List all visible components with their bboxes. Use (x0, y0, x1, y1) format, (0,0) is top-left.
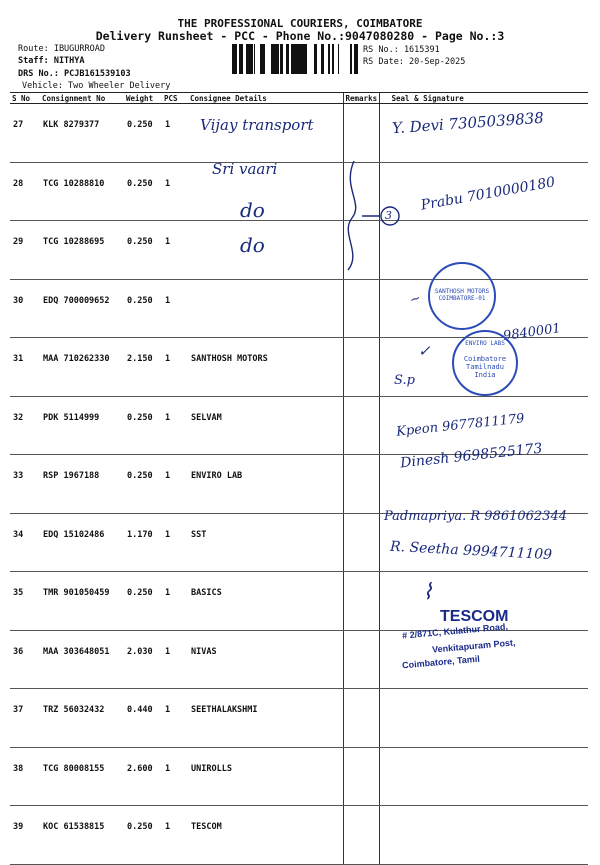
signature-38: ⌇ (422, 580, 433, 605)
rs-number: RS No.: 1615391 (363, 45, 440, 55)
cell-pcs: 1 (162, 689, 188, 748)
barcode-bar (300, 44, 303, 74)
cell-sno: 30 (10, 279, 40, 338)
barcode-bar (291, 44, 293, 74)
cell-pcs: 1 (162, 104, 188, 163)
cell-remarks (343, 513, 379, 572)
stamp-tescom-line2: Venkitapuram Post, (431, 637, 516, 655)
cell-sno: 33 (10, 455, 40, 514)
handwriting-sig-37: R. Seetha 9994711109 (389, 538, 553, 564)
stamp-tescom-name: TESCOM (440, 608, 509, 625)
cell-pcs: 1 (162, 806, 188, 865)
cell-sno: 29 (10, 221, 40, 280)
cell-weight: 0.250 (124, 396, 162, 455)
barcode-bar (350, 44, 352, 74)
barcode-bar (262, 44, 263, 74)
barcode-bar (236, 44, 237, 74)
handwriting-sig-29: Prabu 7010000180 (419, 174, 557, 214)
col-pcs: PCS (162, 93, 188, 104)
cell-seal (379, 806, 588, 865)
barcode (232, 44, 360, 74)
cell-weight: 0.250 (124, 221, 162, 280)
cell-sno: 38 (10, 747, 40, 806)
stamp-tescom-line3: Coimbatore, Tamil (401, 653, 481, 671)
cell-remarks (343, 279, 379, 338)
barcode-bar (246, 44, 248, 74)
route-label: Route: IBUGURROAD (18, 44, 105, 54)
cell-consignee: UNIROLLS (188, 747, 343, 806)
col-consignee: Consignee Details (188, 93, 343, 104)
stamp-enviro-labs: ENVIRO LABS Coimbatore Tamilnadu India (452, 330, 518, 396)
col-seal: Seal & Signature (379, 93, 588, 104)
barcode-bar (355, 44, 358, 74)
cell-remarks (343, 338, 379, 397)
barcode-bar (286, 44, 289, 74)
table-row (10, 221, 588, 280)
table-row (10, 689, 588, 748)
cell-consignee: ENVIRO LAB (188, 455, 343, 514)
cell-sno: 34 (10, 513, 40, 572)
table-row (10, 455, 588, 514)
cell-remarks (343, 104, 379, 163)
cell-consignment: TCG 10288695 (40, 221, 124, 280)
cell-sno: 37 (10, 689, 40, 748)
cell-consignment: RSP 1967188 (40, 455, 124, 514)
handwriting-consignee-28: Sri vaari (212, 160, 278, 178)
handwriting-sig-33: S.p (394, 373, 415, 388)
cell-pcs: 1 (162, 513, 188, 572)
barcode-bar (303, 44, 305, 74)
cell-seal (379, 747, 588, 806)
handwriting-consignee-27: Vijay transport (200, 116, 314, 134)
cell-remarks (343, 689, 379, 748)
cell-sno: 39 (10, 806, 40, 865)
cell-consignment: KOC 61538815 (40, 806, 124, 865)
cell-consignment: TCG 10288810 (40, 162, 124, 221)
drs-number: DRS No.: PCJB161539103 (18, 69, 131, 79)
cell-weight: 0.250 (124, 279, 162, 338)
cell-remarks (343, 455, 379, 514)
barcode-bar (293, 44, 296, 74)
cell-weight: 0.250 (124, 162, 162, 221)
barcode-bar (321, 44, 324, 74)
barcode-bar (234, 44, 236, 74)
col-weight: Weight (124, 93, 162, 104)
handwriting-sig-35a: Kpeon 9677811179 (395, 411, 526, 440)
cell-weight: 1.170 (124, 513, 162, 572)
cell-sno: 31 (10, 338, 40, 397)
cell-pcs: 1 (162, 747, 188, 806)
company-title: THE PROFESSIONAL COURIERS, COIMBATORE (177, 17, 423, 30)
cell-remarks (343, 747, 379, 806)
cell-pcs: 1 (162, 279, 188, 338)
barcode-bar (232, 44, 234, 74)
cell-consignment: MAA 710262330 (40, 338, 124, 397)
cell-consignment: TCG 80008155 (40, 747, 124, 806)
barcode-bar (328, 44, 330, 74)
col-sno: S No (10, 93, 40, 104)
table-row (10, 806, 588, 865)
cell-pcs: 1 (162, 396, 188, 455)
cell-consignee: NIVAS (188, 630, 343, 689)
cell-consignee: SST (188, 513, 343, 572)
barcode-bar (333, 44, 334, 74)
barcode-bar (354, 44, 355, 74)
cell-consignee: TESCOM (188, 806, 343, 865)
cell-consignee (188, 279, 343, 338)
barcode-bar (242, 44, 243, 74)
stamp-tescom-line1: # 2/871C, Kulathur Road, (401, 621, 509, 641)
cell-weight: 0.250 (124, 455, 162, 514)
cell-remarks (343, 572, 379, 631)
barcode-bar (338, 44, 339, 74)
signature-32: ✓ (418, 342, 431, 360)
col-remarks: Remarks (343, 93, 379, 104)
cell-remarks (343, 396, 379, 455)
cell-consignment: TMR 901050459 (40, 572, 124, 631)
cell-sno: 27 (10, 104, 40, 163)
stamp-santhosh-motors: SANTHOSH MOTORS COIMBATORE-01 (428, 262, 496, 330)
runsheet-table (10, 92, 588, 865)
cell-consignee: SELVAM (188, 396, 343, 455)
cell-weight: 2.600 (124, 747, 162, 806)
cell-pcs: 1 (162, 162, 188, 221)
barcode-bar (263, 44, 265, 74)
cell-consignment: EDQ 15102486 (40, 513, 124, 572)
barcode-bar (280, 44, 283, 74)
cell-consignee: BASICS (188, 572, 343, 631)
handwriting-consignee-29: do (240, 198, 265, 222)
barcode-bar (271, 44, 273, 74)
table-row (10, 747, 588, 806)
cell-remarks (343, 806, 379, 865)
cell-consignee: SANTHOSH MOTORS (188, 338, 343, 397)
handwriting-sig-27: Y. Devi 7305039838 (391, 108, 545, 138)
cell-pcs: 1 (162, 338, 188, 397)
handwriting-sig-35b: Dinesh 9698525173 (399, 440, 544, 472)
cell-consignment: PDK 5114999 (40, 396, 124, 455)
cell-consignment: TRZ 56032432 (40, 689, 124, 748)
cell-sno: 28 (10, 162, 40, 221)
bracket-mark (340, 158, 410, 273)
cell-weight: 0.250 (124, 572, 162, 631)
handwriting-consignee-30: do (240, 233, 265, 257)
barcode-bar (314, 44, 317, 74)
cell-consignee (188, 221, 343, 280)
runsheet-subtitle: Delivery Runsheet - PCC - Phone No.:9047080280 - Page No.:3 (95, 29, 505, 43)
cell-remarks (343, 630, 379, 689)
handwriting-sig-36: Padmapriya. R 9861062344 (384, 509, 567, 524)
staff-label: Staff: NITHYA (18, 56, 85, 66)
barcode-bar (239, 44, 242, 74)
cell-pcs: 1 (162, 630, 188, 689)
cell-consignment: EDQ 700009652 (40, 279, 124, 338)
barcode-bar (251, 44, 253, 74)
cell-consignment: MAA 303648051 (40, 630, 124, 689)
vehicle-label: Vehicle: Two Wheeler Delivery (22, 81, 171, 91)
cell-weight: 0.250 (124, 104, 162, 163)
cell-weight: 2.150 (124, 338, 162, 397)
barcode-bar (299, 44, 300, 74)
barcode-bar (260, 44, 262, 74)
table-header-row (10, 93, 588, 104)
barcode-bar (276, 44, 279, 74)
signature-31: ~ (407, 290, 424, 309)
cell-seal (379, 689, 588, 748)
barcode-bar (254, 44, 255, 74)
rs-date: RS Date: 20-Sep-2025 (363, 57, 466, 67)
barcode-bar (273, 44, 276, 74)
cell-consignee: SEETHALAKSHMI (188, 689, 343, 748)
cell-sno: 36 (10, 630, 40, 689)
cell-sno: 32 (10, 396, 40, 455)
cell-consignment: KLK 8279377 (40, 104, 124, 163)
barcode-bar (305, 44, 307, 74)
cell-weight: 0.440 (124, 689, 162, 748)
barcode-bar (248, 44, 251, 74)
handwriting-sig-32: 9840001 (502, 321, 562, 344)
cell-weight: 0.250 (124, 806, 162, 865)
cell-pcs: 1 (162, 221, 188, 280)
barcode-bar (296, 44, 299, 74)
col-consignment: Consignment No (40, 93, 124, 104)
cell-weight: 2.030 (124, 630, 162, 689)
barcode-bar (332, 44, 333, 74)
cell-pcs: 1 (162, 455, 188, 514)
cell-pcs: 1 (162, 572, 188, 631)
bracket-count: 3 (385, 209, 392, 222)
cell-sno: 35 (10, 572, 40, 631)
